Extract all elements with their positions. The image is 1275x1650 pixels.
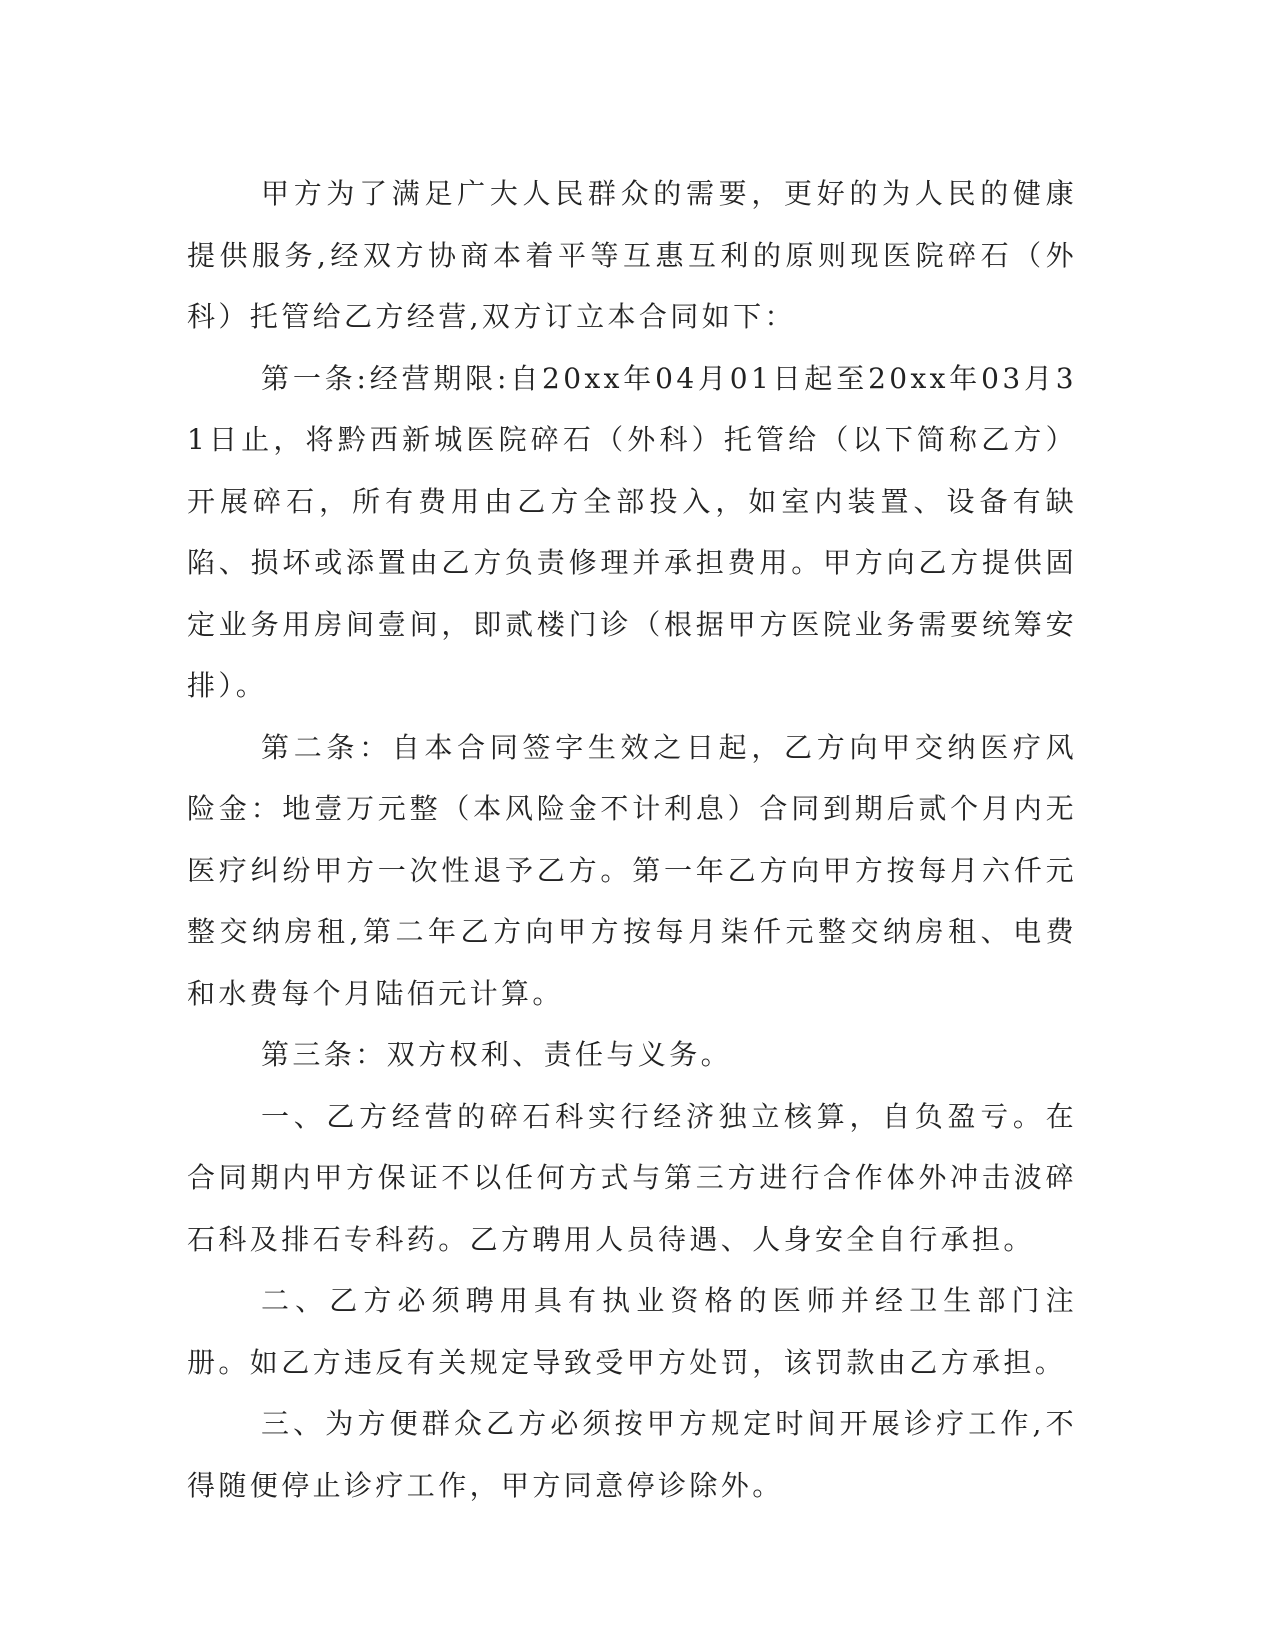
contract-body	[187, 163, 1077, 1516]
paragraph-article-2: 第二条：自本合同签字生效之日起，乙方向甲交纳医疗风险金：地壹万元整（本风险金不计利息）合同到期后贰个月内无医疗纠纷甲方一次性退予乙方。第一年乙方向甲方按每月六仟元整交纳房租,第二年乙方向甲方按每月柒仟元整交纳房租、电费和水费每个月陆佰元计算。	[187, 730, 1077, 1010]
paragraph-article-1: 第一条:经营期限:自20xx年04月01日起至20xx年03月31日止，将黔西新城医院碎石（外科）托管给（以下简称乙方）开展碎石，所有费用由乙方全部投入，如室内装置、设备有缺陷、损坏或添置由乙方负责修理并承担费用。甲方向乙方提供固定业务用房间壹间，即贰楼门诊（根据甲方医院业务需要统筹安排）。	[187, 361, 1077, 702]
paragraph-clause-3: 三、为方便群众乙方必须按甲方规定时间开展诊疗工作,不得随便停止诊疗工作，甲方同意停诊除外。	[187, 1407, 1077, 1502]
paragraph-clause-1: 一、乙方经营的碎石科实行经济独立核算，自负盈亏。在合同期内甲方保证不以任何方式与第三方进行合作体外冲击波碎石科及排石专科药。乙方聘用人员待遇、人身安全自行承担。	[187, 1099, 1077, 1256]
paragraph-clause-2: 二、乙方必须聘用具有执业资格的医师并经卫生部门注册。如乙方违反有关规定导致受甲方处罚，该罚款由乙方承担。	[187, 1284, 1077, 1379]
paragraph-intro: 甲方为了满足广大人民群众的需要，更好的为人民的健康提供服务,经双方协商本着平等互惠互利的原则现医院碎石（外科）托管给乙方经营,双方订立本合同如下：	[187, 177, 1077, 333]
paragraph-article-3: 第三条：双方权利、责任与义务。	[261, 1038, 733, 1071]
